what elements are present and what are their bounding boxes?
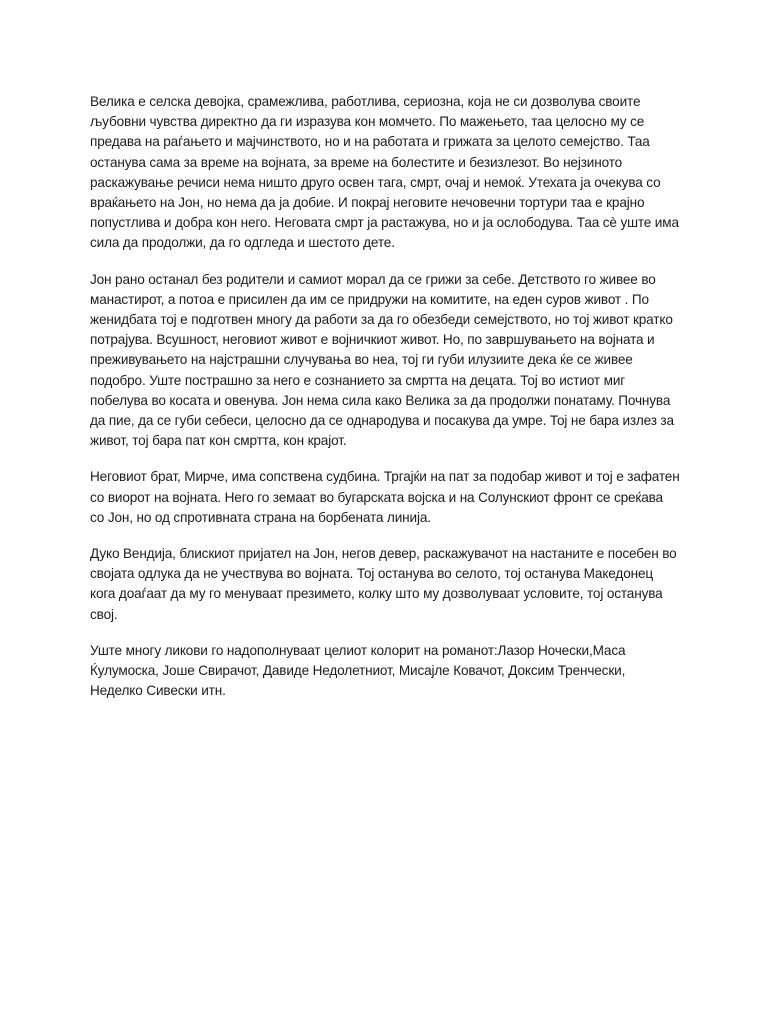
document-page: [90, 92, 680, 717]
paragraph-mirche: Неговиот брат, Мирче, има сопствена судбина. Тргајќи на пат за подобар живот и тој е зафатен со виорот на војната. Него го земаат во бугарската војска и на Солунскиот фронт се среќава со Јон, но од спротивната страна на борбената линија.: [90, 469, 680, 525]
paragraph-jon: Јон рано останал без родители и самиот морал да се грижи за себе. Детството го живее во манастирот, а потоа е присилен да им се придружи на комитите, на еден суров живот . По женидбата тој е подготвен многу да работи за да го обезбеди семејството, но тој живот кратко потрајува. Всушност, неговиот живот е војничкиот живот. Но, по завршувањето на војната и преживувањето на најстрашни случувања во неа, тој ги губи илузиите дека ќе се живее подобро. Уште пострашно за него е сознанието за смртта на децата. Тој во истиот миг побелува во косата и овенува. Јон нема сила како Велика за да продолжи понатаму. Почнува да пие, да се губи себеси, целосно да се однародува и посакува да умре. Тој не бара излез за живот, тој бара пат кон смртта, кон крајот.: [90, 271, 674, 449]
paragraph-duko: Дуко Вендија, блискиот пријател на Јон, негов девер, раскажувачот на настаните е посебен во својата одлука да не учествува во војната. Тој останува во селото, тој останува Македонец кога доаѓаат да му го менуваат презимето, колку што му дозволуваат условите, тој останува свој.: [90, 546, 677, 622]
paragraph-velika: Велика е селска девојка, срамежлива, работлива, сериозна, која не си дозволува своите љубовни чувства директно да ги изразува кон момчето. По мажењето, таа целосно му се предава на раѓањето и мајчинството, но и на работата и грижата за целото семејство. Таа останува сама за време на војната, за време на болестите и безизлезот. Во нејзиното раскажување речиси нема ништо друго освен тага, смрт, очај и немоќ. Утехата ја очекува со враќањето на Јон, но нема да ја добие. И покрај неговите нечовечни тортури таа е крајно попустлива и добра кон него. Неговата смрт ја растажува, но и ја ослободува. Таа сè уште има сила да продолжи, да го одгледа и шестото дете.: [90, 94, 679, 251]
paragraph-other-characters: Уште многу ликови го надополнуваат целиот колорит на романот:Лазор Ночески,Маса Ќулумоска, Јоше Свирачот, Давиде Недолетниот, Мисајле Ковачот, Доксим Тренчески, Неделко Сивески итн.: [90, 642, 626, 699]
